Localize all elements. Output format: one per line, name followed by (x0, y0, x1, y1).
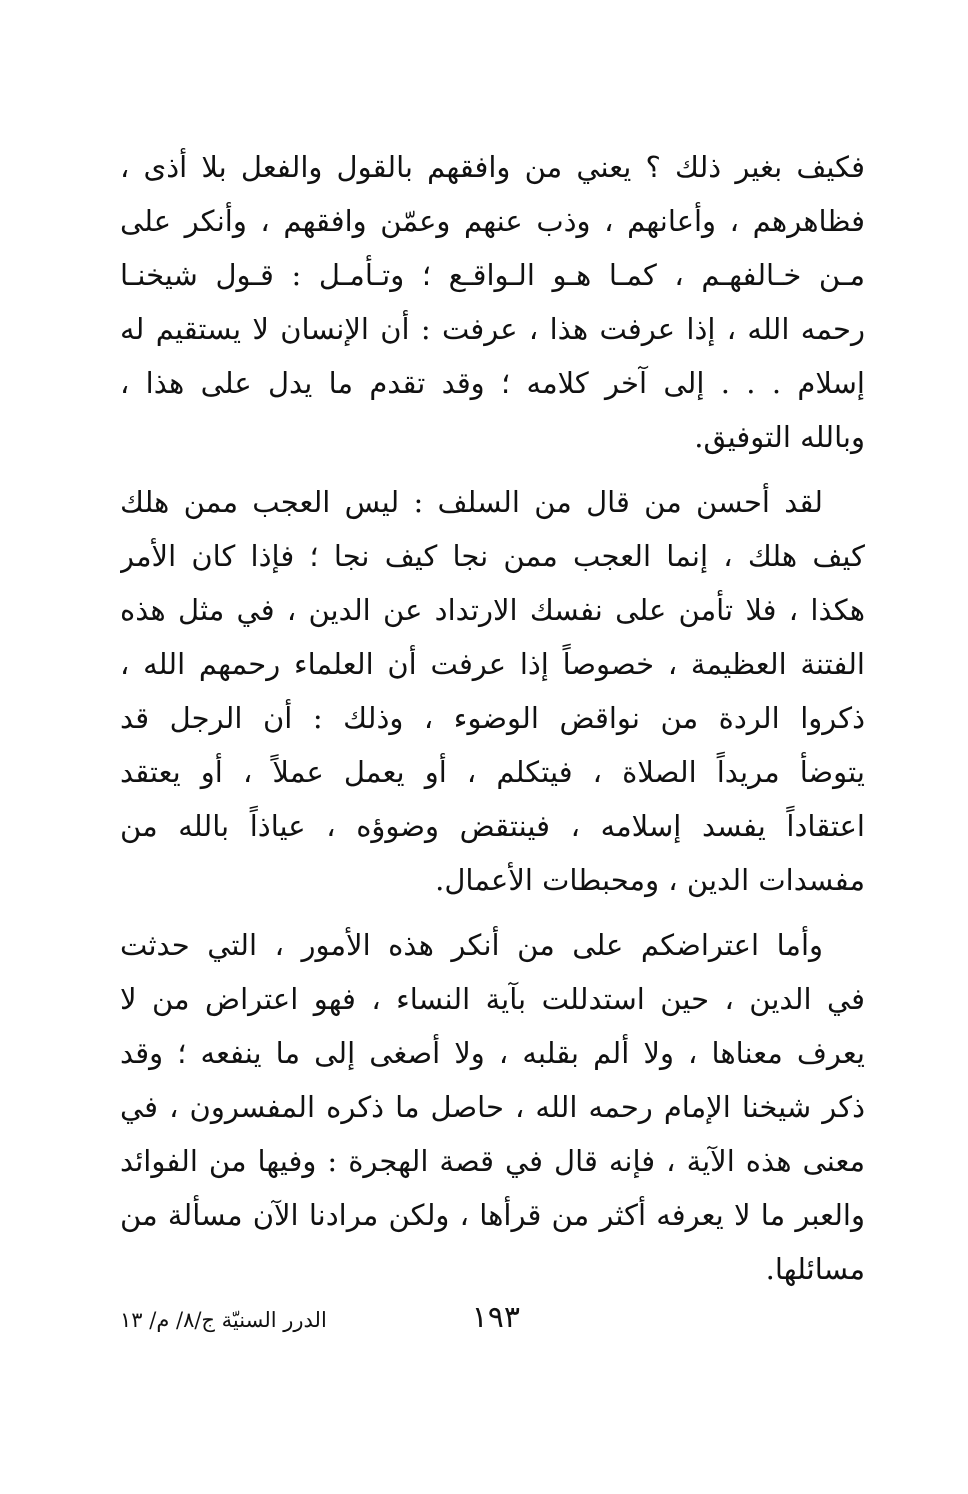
text-line: لقد أحسن من قال من السلف : ليس العجب ممن هلك (120, 485, 823, 519)
page-number: ١٩٣ (471, 1300, 520, 1335)
paragraph-3 (120, 918, 865, 1296)
text-line: والعبر ما لا يعرفه أكثر من قرأها ، ولكن مرادنا الآن مسألة من (120, 1198, 865, 1232)
text-line: يتوضأ مريداً الصلاة ، فيتكلم ، أو يعمل عملاً ، أو يعتقد (120, 755, 865, 789)
text-line: وأما اعتراضكم على من أنكر هذه الأمور ، التي حدثت (120, 928, 823, 962)
text-line: إسلام . . . إلى آخر كلامه ؛ وقد تقدم ما يدل على هذا ، (120, 366, 865, 400)
text-line: اعتقاداً يفسد إسلامه ، فينتقض وضوؤه ، عياذاً بالله من (120, 809, 865, 843)
text-line: كيف هلك ، إنما العجب ممن نجا كيف نجا ؛ فإذا كان الأمر (120, 539, 865, 573)
text-line: مـن خـالفهـم ، كمـا هـو الـواقـع ؛ وتـأمـل : قـول شيخنـا (120, 258, 865, 292)
text-line: وبالله التوفيق. (694, 420, 865, 454)
text-line: مفسدات الدين ، ومحبطات الأعمال. (435, 863, 865, 897)
text-line: فكيف بغير ذلك ؟ يعني من وافقهم بالقول والفعل بلا أذى ، (120, 150, 865, 184)
text-line: هكذا ، فلا تأمن على نفسك الارتداد عن الدين ، في مثل هذه (120, 593, 865, 627)
paragraph-2 (120, 475, 865, 907)
paragraph-1 (120, 140, 865, 464)
text-line: ذكروا الردة من نواقض الوضوء ، وذلك : أن الرجل قد (120, 701, 865, 735)
text-line: معنى هذه الآية ، فإنه قال في قصة الهجرة : وفيها من الفوائد (120, 1144, 865, 1178)
page-footer (120, 1298, 865, 1338)
text-line: الفتنة العظيمة ، خصوصاً إذا عرفت أن العلماء رحمهم الله ، (120, 647, 865, 681)
text-line: فظاهرهم ، وأعانهم ، وذب عنهم وعمّن وافقهم ، وأنكر على (120, 204, 865, 238)
text-line: يعرف معناها ، ولا ألم بقلبه ، ولا أصغى إلى ما ينفعه ؛ وقد (120, 1036, 865, 1070)
text-line: مسائلها. (765, 1252, 865, 1286)
text-line: ذكر شيخنا الإمام رحمه الله ، حاصل ما ذكره المفسرون ، في (120, 1090, 865, 1124)
source-reference: الدرر السنيّة ج/٨/ م/ ١٣ (120, 1308, 327, 1332)
text-line: رحمه الله ، إذا عرفت هذا ، عرفت : أن الإنسان لا يستقيم له (120, 312, 865, 346)
text-line: في الدين ، حين استدللت بآية النساء ، فهو اعتراض من لا (120, 982, 865, 1016)
